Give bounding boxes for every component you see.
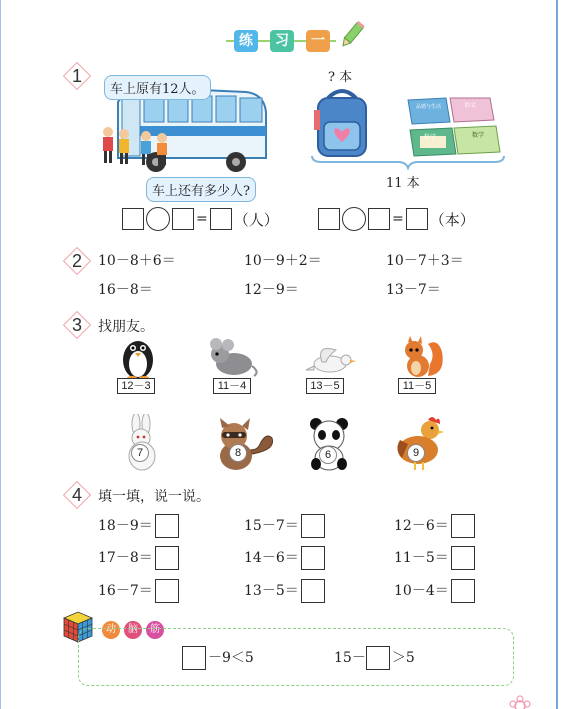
title-char-1: 练 [234,30,258,52]
answer-box[interactable] [301,546,325,570]
fill-problem: 12－6＝ [394,514,475,538]
speech-bubble-original: 车上原有12人。 [104,75,211,100]
expression-label: 12－3 [117,378,155,394]
answer-box[interactable] [406,208,428,230]
dove-icon [302,340,356,378]
answer-box[interactable] [368,208,390,230]
answer-badge: 9 [407,444,425,462]
section-1-number: 1 [64,63,90,89]
book-label-math: 数学 [472,132,485,139]
total-brace [310,154,506,170]
equals-sign: = [392,211,404,227]
books-total-label: 11 本 [386,176,420,191]
exercise-title [226,28,366,54]
books-equation [318,207,477,231]
expression-label: 13－5 [306,378,344,394]
penguin-icon [118,334,158,380]
fill-problem: 18－9＝ [98,514,179,538]
answer-box[interactable] [210,208,232,230]
squirrel-icon [398,334,446,380]
fill-problem: 15－7＝ [244,514,325,538]
brain-tag-2: 脑 [124,621,142,639]
book-label-chinese: 语文 [464,102,477,109]
book-label-science: 科学 [424,134,437,141]
unit-people: （人） [233,210,279,229]
unit-books: （本） [429,210,475,229]
answer-box[interactable] [301,514,325,538]
speech-bubble-question: 车上还有多少人? [146,177,256,202]
section-4-title: 填一填，说一说。 [98,489,210,505]
mouse-icon [204,336,260,378]
section-4-number: 4 [64,482,90,508]
answer-box[interactable] [122,208,144,230]
operator-circle[interactable] [342,207,366,231]
section-2-number: 2 [64,248,90,274]
answer-box[interactable] [182,646,206,670]
fill-problem: 16－7＝ [98,579,179,603]
flower-decoration-icon [508,694,532,709]
schoolbag-icon [312,86,372,160]
answer-box[interactable] [155,579,179,603]
fill-problem: 13－5＝ [244,579,325,603]
rabbit-icon [120,414,164,472]
answer-box[interactable] [155,514,179,538]
answer-box[interactable] [366,646,390,670]
fill-problem: 10－4＝ [394,579,475,603]
answer-box[interactable] [451,546,475,570]
answer-badge: 6 [319,446,337,464]
math-problem: 16－8＝ [98,282,153,298]
answer-box[interactable] [301,579,325,603]
answer-box[interactable] [318,208,340,230]
brain-question-1: －9＜5 [182,646,254,670]
bag-book-count: ? 本 [328,70,353,85]
equals-sign: = [196,211,208,227]
answer-badge: 8 [229,444,247,462]
page-frame-left [0,0,1,709]
people-equation [122,207,281,231]
section-3-number: 3 [64,312,90,338]
brain-tag-3: 筋 [146,621,164,639]
pencil-icon [338,20,366,50]
page-frame-right [556,0,558,709]
fill-problem: 14－6＝ [244,546,325,570]
section-3-title: 找朋友。 [98,319,154,335]
math-problem: 13－7＝ [386,282,441,298]
operator-circle[interactable] [146,207,170,231]
answer-box[interactable] [451,579,475,603]
fill-problem: 17－8＝ [98,546,179,570]
math-problem: 10－8＋6＝ [98,253,176,269]
brain-teaser-box [78,628,514,686]
math-problem: 10－7＋3＝ [386,253,464,269]
expression-label: 11－4 [213,378,251,394]
fill-problem: 11－5＝ [394,546,475,570]
book-label-morality: 品德与生活 [416,104,442,110]
answer-box[interactable] [155,546,179,570]
answer-box[interactable] [172,208,194,230]
math-problem: 10－9＋2＝ [244,253,322,269]
title-char-3: 一 [306,30,330,52]
math-problem: 12－9＝ [244,282,299,298]
answer-badge: 7 [131,444,149,462]
brain-tag-1: 动 [102,621,120,639]
brain-question-2: 15－ ＞5 [334,646,415,670]
title-char-2: 习 [270,30,294,52]
chicken-icon [394,414,444,472]
expression-label: 11－5 [398,378,436,394]
answer-box[interactable] [451,514,475,538]
